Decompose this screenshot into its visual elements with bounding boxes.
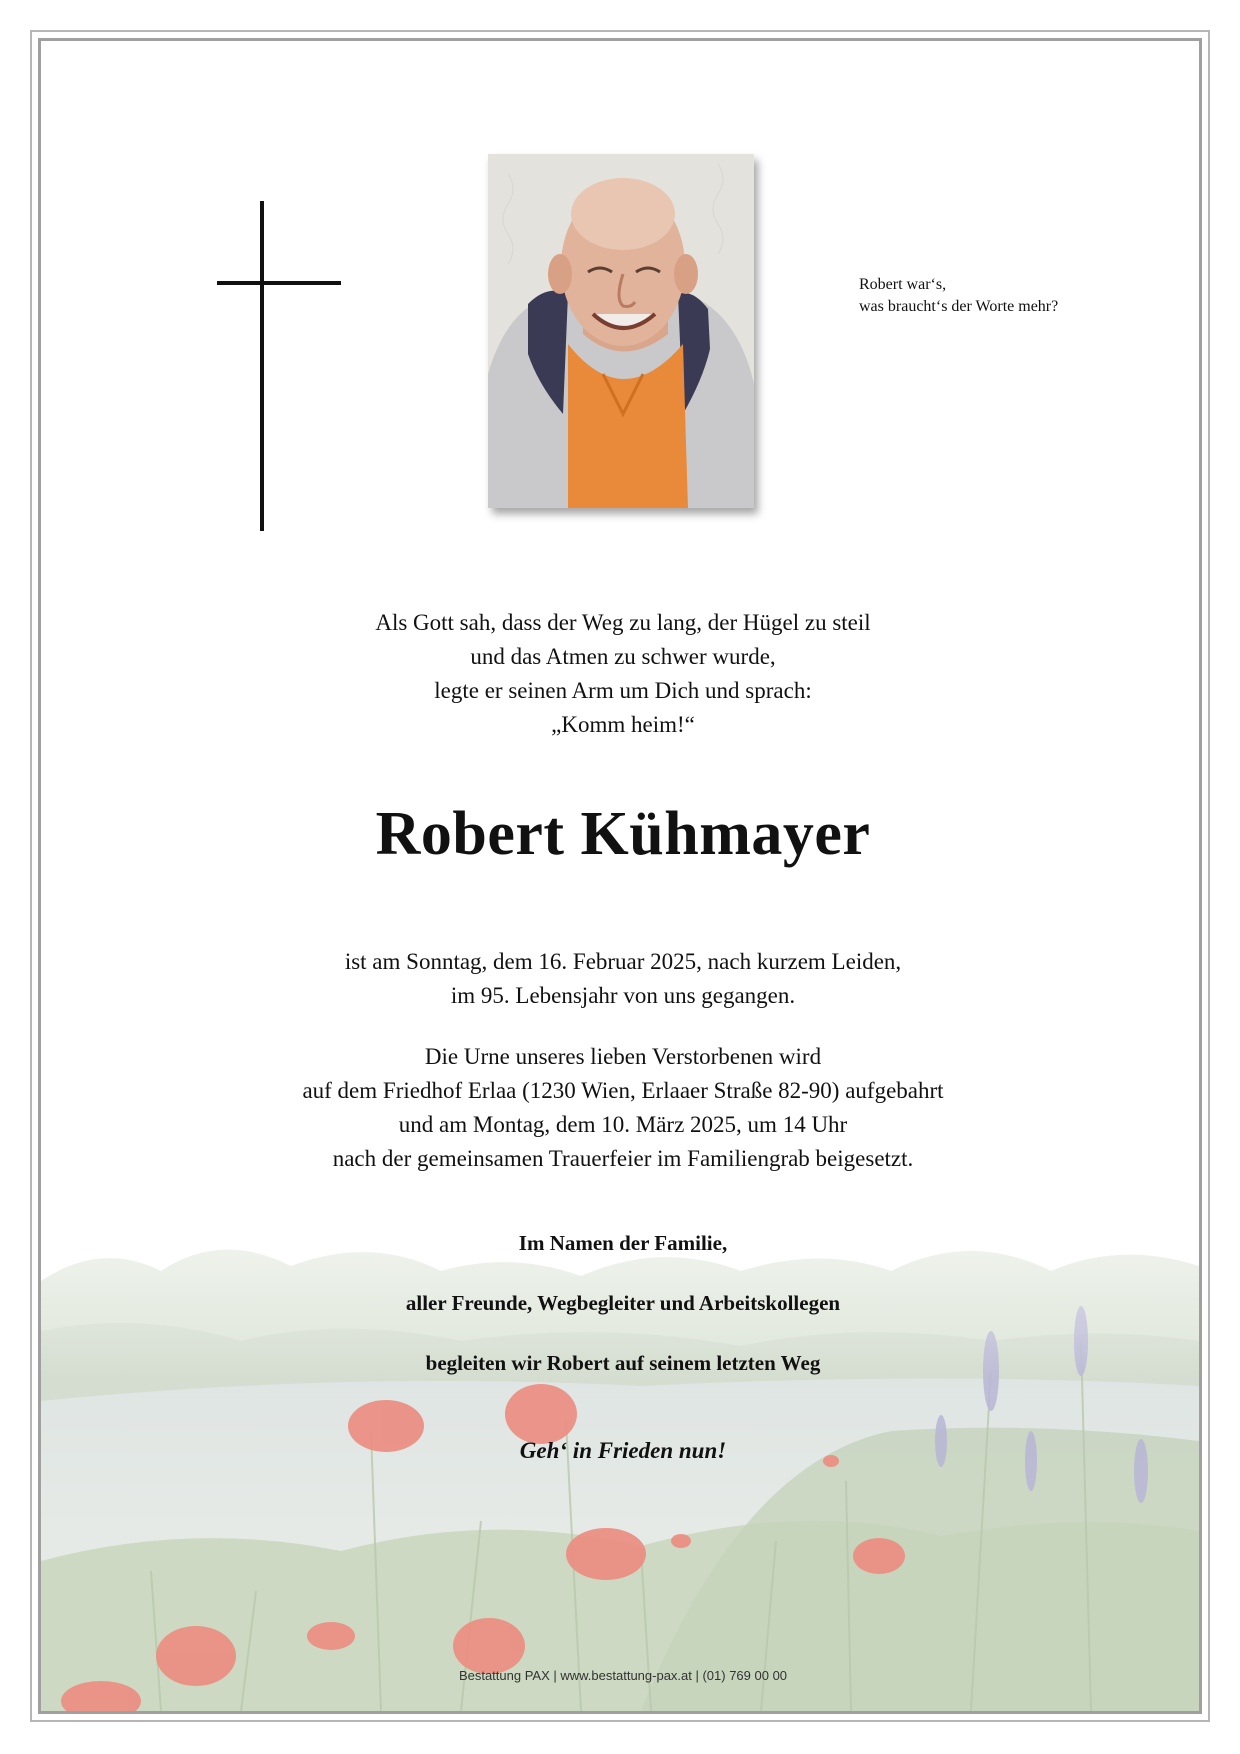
poem-line-2: und das Atmen zu schwer wurde, [470, 644, 776, 669]
death-announcement [41, 945, 1202, 1013]
poem-line-4: „Komm heim!“ [551, 712, 695, 737]
poem-line-3: legte er seinen Arm um Dich und sprach: [434, 678, 812, 703]
family-line-1: Im Namen der Familie, [518, 1231, 728, 1255]
poem-line-1: Als Gott sah, dass der Weg zu lang, der Hügel zu steil [375, 610, 871, 635]
motto [859, 274, 1159, 318]
motto-line-2: was braucht‘s der Worte mehr? [859, 298, 1059, 315]
obituary-card [38, 38, 1202, 1714]
announcement-line-2: im 95. Lebensjahr von uns gegangen. [450, 983, 796, 1008]
portrait-illustration [488, 154, 754, 508]
cross-icon [181, 201, 341, 531]
farewell-phrase: Geh‘ in Frieden nun! [519, 1438, 727, 1463]
motto-line-1: Robert war‘s, [859, 276, 947, 293]
announcement-line-1: ist am Sonntag, dem 16. Februar 2025, nach kurzem Leiden, [344, 949, 902, 974]
family-line-3: begleiten wir Robert auf seinem letzten Weg [425, 1351, 821, 1375]
portrait-photo [488, 154, 754, 508]
burial-line-3: und am Montag, dem 10. März 2025, um 14 Uhr [398, 1112, 848, 1137]
poem [41, 606, 1202, 742]
deceased-name: Robert Kühmayer [375, 800, 871, 868]
burial-line-2: auf dem Friedhof Erlaa (1230 Wien, Erlaaer Straße 82-90) aufgebahrt [302, 1078, 944, 1103]
funeral-home-footer: Bestattung PAX | www.bestattung-pax.at | (01) 769 00 00 [458, 1668, 788, 1683]
burial-line-4: nach der gemeinsamen Trauerfeier im Familiengrab beigesetzt. [332, 1146, 914, 1171]
family-line-2: aller Freunde, Wegbegleiter und Arbeitskollegen [405, 1291, 841, 1315]
burial-details [41, 1040, 1202, 1176]
burial-line-1: Die Urne unseres lieben Verstorbenen wird [424, 1044, 822, 1069]
